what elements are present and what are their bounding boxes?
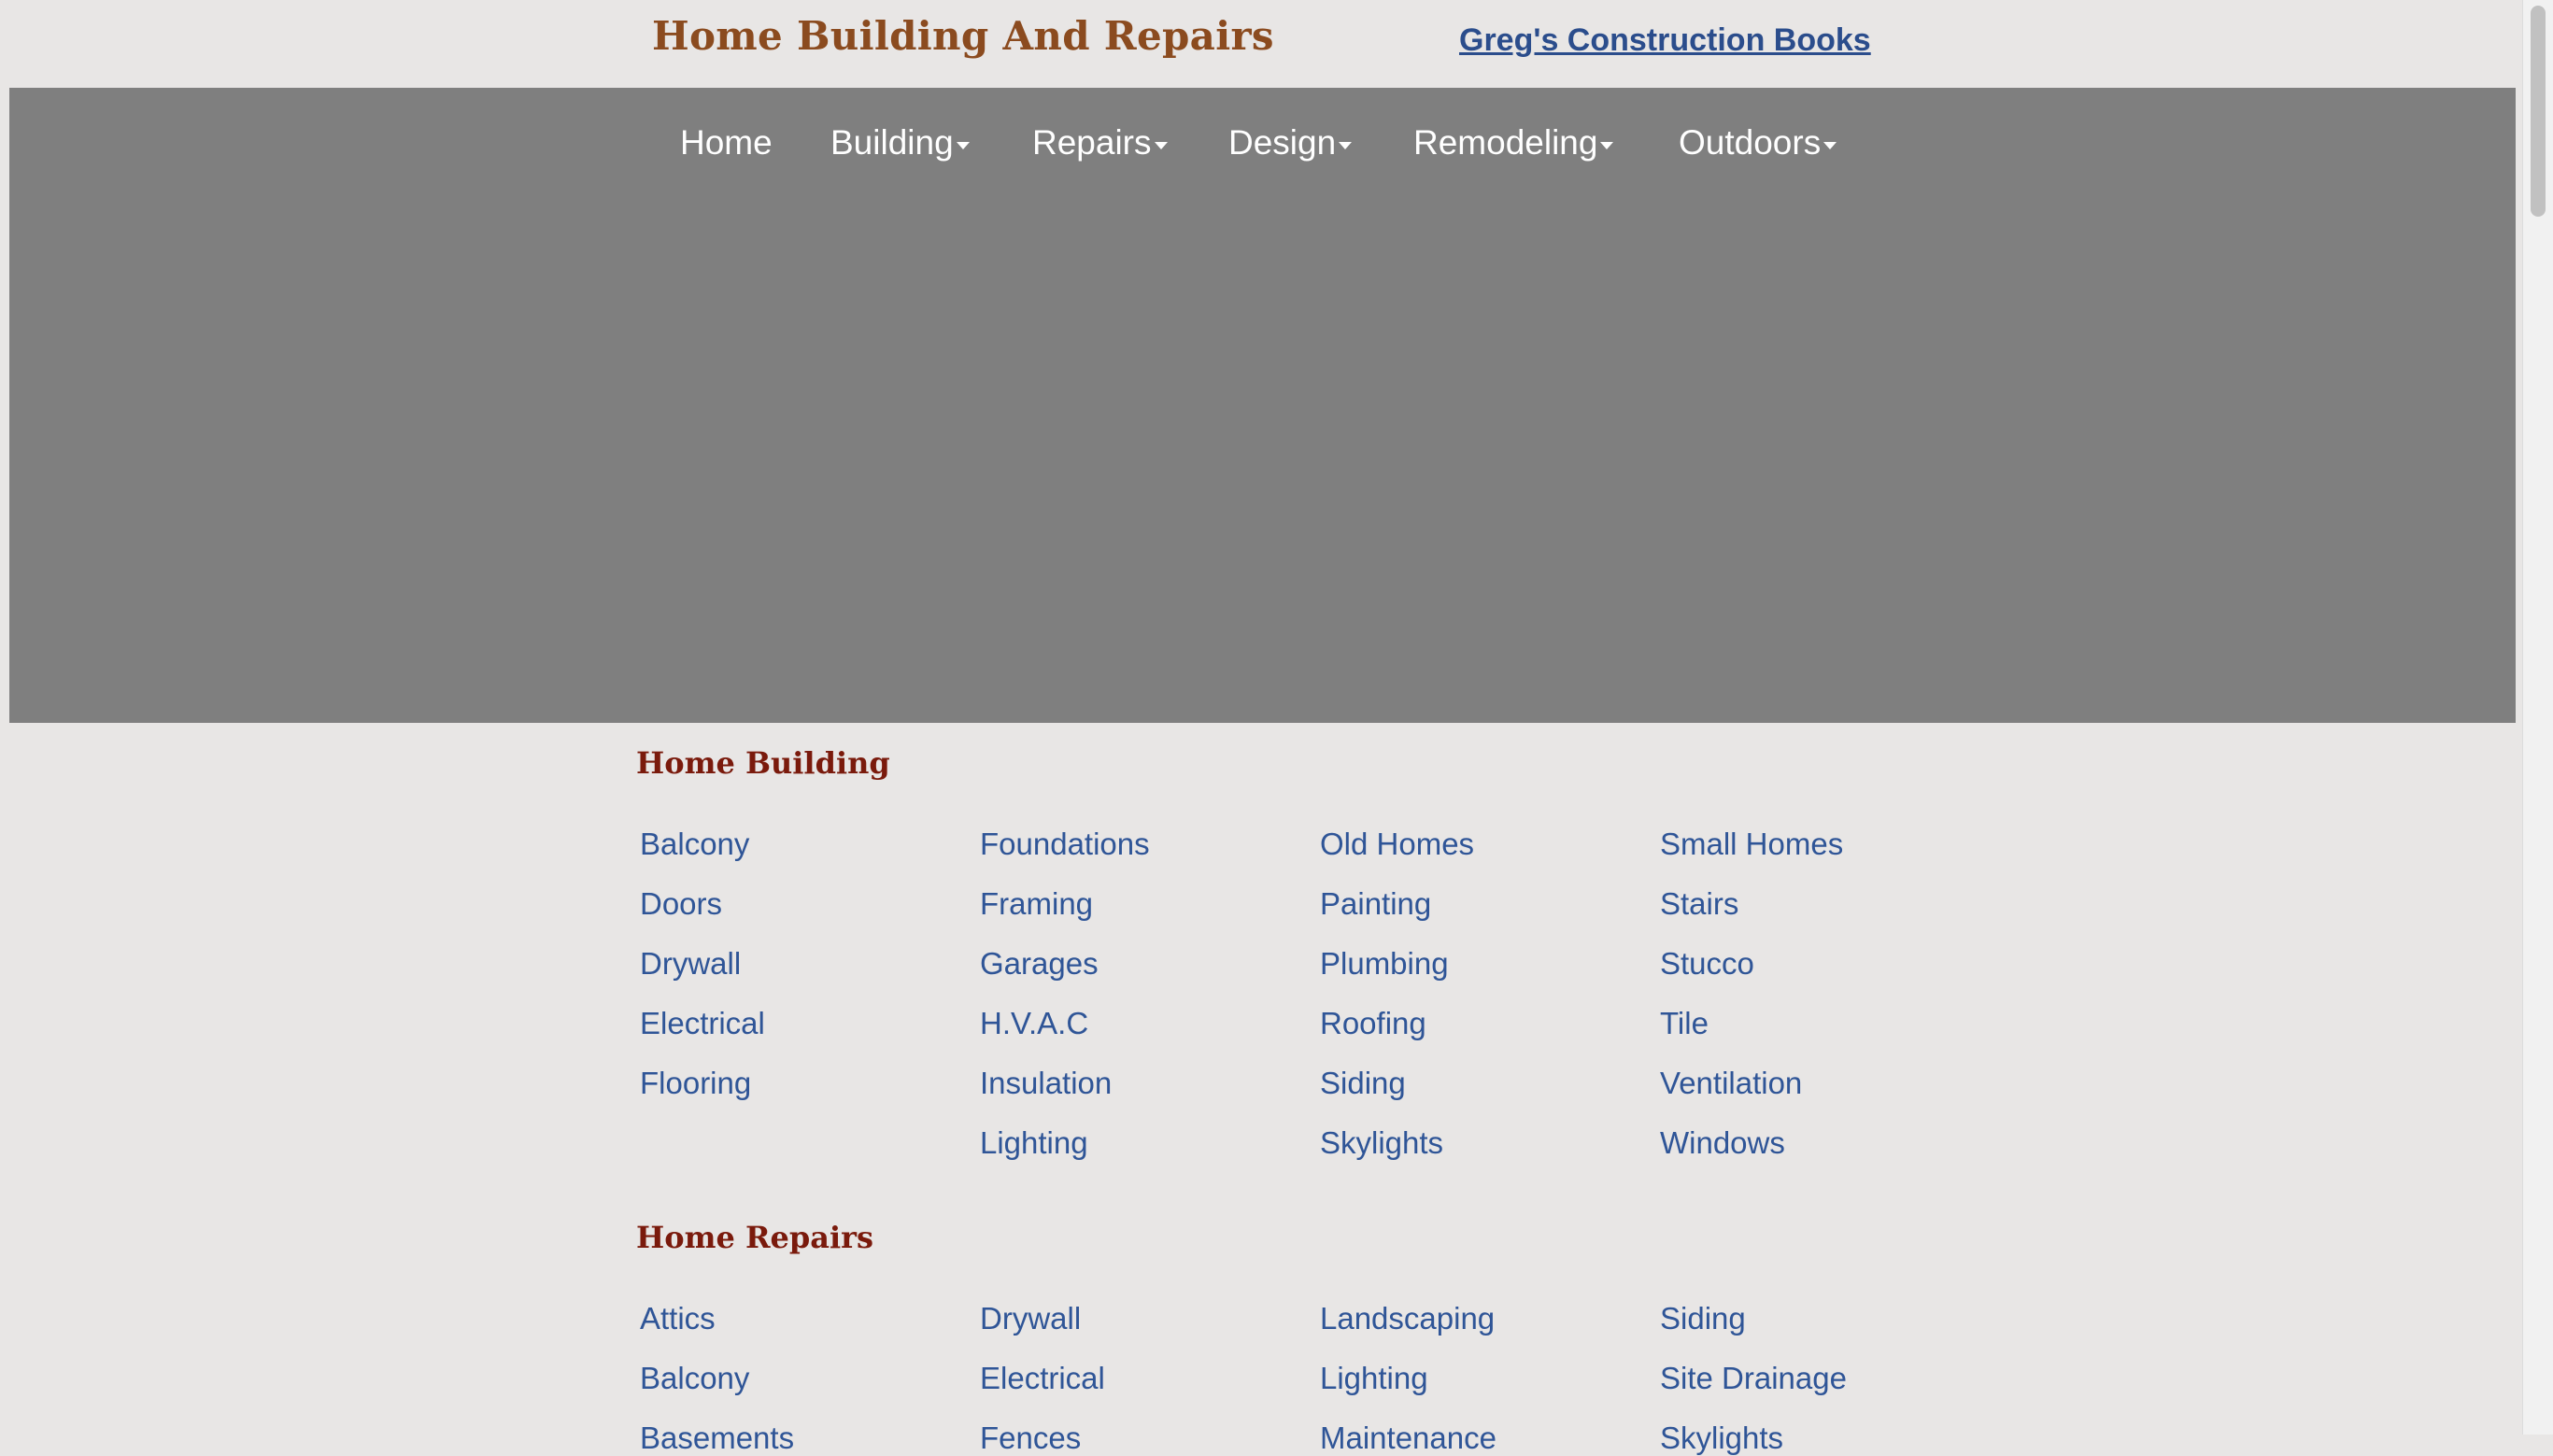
link-painting[interactable]: Painting	[1320, 886, 1432, 921]
link-stairs[interactable]: Stairs	[1660, 886, 1739, 921]
link-roofing[interactable]: Roofing	[1320, 1006, 1426, 1040]
site-header	[0, 0, 2522, 86]
caret-down-icon	[957, 142, 970, 149]
nav-item-outdoors[interactable]	[1679, 123, 1837, 163]
books-link[interactable]: Greg's Construction Books	[1459, 22, 1871, 58]
main-nav	[9, 106, 2516, 163]
link-siding[interactable]: Siding	[1320, 1066, 1406, 1100]
link-ventilation[interactable]: Ventilation	[1660, 1066, 1803, 1100]
link-lighting-repair[interactable]: Lighting	[1320, 1361, 1428, 1395]
nav-item-remodeling[interactable]	[1413, 123, 1613, 163]
nav-label: Repairs	[1032, 123, 1152, 162]
link-balcony-repair[interactable]: Balcony	[640, 1361, 750, 1395]
link-doors[interactable]: Doors	[640, 886, 723, 921]
link-siding-repair[interactable]: Siding	[1660, 1301, 1746, 1336]
nav-label: Design	[1228, 123, 1337, 162]
link-drywall[interactable]: Drywall	[640, 946, 742, 981]
link-flooring[interactable]: Flooring	[640, 1066, 752, 1100]
nav-label: Home	[680, 123, 773, 162]
caret-down-icon	[1600, 142, 1613, 149]
nav-item-building[interactable]	[830, 123, 970, 163]
nav-label: Building	[830, 123, 954, 162]
caret-down-icon	[1823, 142, 1837, 149]
link-electrical[interactable]: Electrical	[640, 1006, 765, 1040]
caret-down-icon	[1155, 142, 1168, 149]
link-plumbing[interactable]: Plumbing	[1320, 946, 1449, 981]
link-site-drainage[interactable]: Site Drainage	[1660, 1361, 1847, 1395]
vertical-scrollbar[interactable]	[2522, 0, 2553, 1435]
caret-down-icon	[1339, 142, 1352, 149]
nav-label: Remodeling	[1413, 123, 1598, 162]
nav-item-home[interactable]	[680, 123, 773, 163]
section-title-home-building: Home Building	[636, 745, 890, 781]
link-skylights[interactable]: Skylights	[1320, 1125, 1444, 1160]
link-basements[interactable]: Basements	[640, 1421, 795, 1455]
nav-label: Outdoors	[1679, 123, 1822, 162]
nav-item-repairs[interactable]	[1032, 123, 1168, 163]
link-landscaping[interactable]: Landscaping	[1320, 1301, 1496, 1336]
link-tile[interactable]: Tile	[1660, 1006, 1709, 1040]
link-hvac[interactable]: H.V.A.C	[980, 1006, 1089, 1040]
link-drywall-repair[interactable]: Drywall	[980, 1301, 1082, 1336]
link-garages[interactable]: Garages	[980, 946, 1099, 981]
link-windows[interactable]: Windows	[1660, 1125, 1785, 1160]
link-balcony[interactable]: Balcony	[640, 827, 750, 861]
link-fences[interactable]: Fences	[980, 1421, 1082, 1455]
hero-banner	[9, 88, 2516, 723]
link-insulation[interactable]: Insulation	[980, 1066, 1113, 1100]
link-foundations[interactable]: Foundations	[980, 827, 1150, 861]
link-attics[interactable]: Attics	[640, 1301, 716, 1336]
link-electrical-repair[interactable]: Electrical	[980, 1361, 1105, 1395]
section-title-home-repairs: Home Repairs	[636, 1220, 874, 1255]
nav-item-design[interactable]	[1228, 123, 1352, 163]
link-old-homes[interactable]: Old Homes	[1320, 827, 1475, 861]
link-framing[interactable]: Framing	[980, 886, 1094, 921]
scrollbar-thumb[interactable]	[2531, 6, 2546, 217]
link-skylights-repair[interactable]: Skylights	[1660, 1421, 1784, 1455]
link-lighting[interactable]: Lighting	[980, 1125, 1088, 1160]
link-maintenance[interactable]: Maintenance	[1320, 1421, 1496, 1455]
link-stucco[interactable]: Stucco	[1660, 946, 1754, 981]
site-title[interactable]: Home Building And Repairs	[652, 13, 1274, 59]
link-small-homes[interactable]: Small Homes	[1660, 827, 1844, 861]
